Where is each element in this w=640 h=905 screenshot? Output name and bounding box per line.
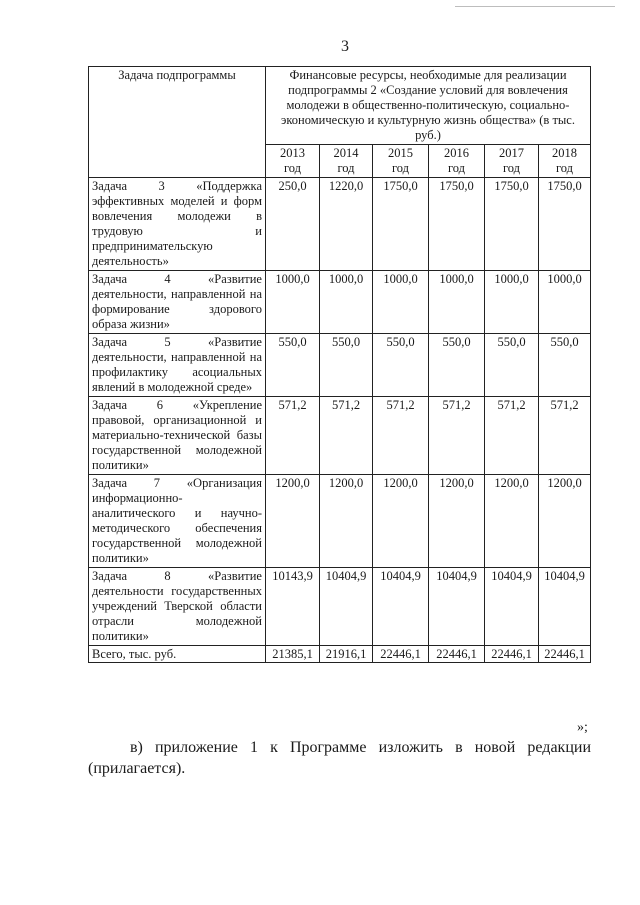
value-cell: 1200,0 [539,475,591,568]
year-header: 2016 год [429,145,485,178]
value-cell: 1000,0 [485,271,539,334]
total-value-cell: 21916,1 [320,646,373,663]
body-paragraph: в) приложение 1 к Программе изложить в новой редакции (прилагается). [88,739,591,777]
table-row [89,178,591,271]
total-value-cell: 22446,1 [485,646,539,663]
closing-quote-mark: »; [577,720,588,735]
total-value-cell: 22446,1 [373,646,429,663]
year-header: 2015 год [373,145,429,178]
total-value-cell: 22446,1 [539,646,591,663]
value-cell: 10404,9 [539,568,591,646]
year-header: 2017 год [485,145,539,178]
table-row [89,475,591,568]
task-cell: Задача 4 «Развитие деятельности, направленной на формирование здорового образа жизни» [89,271,266,334]
year-header: 2014 год [320,145,373,178]
value-cell: 550,0 [485,334,539,397]
year-header: 2018 год [539,145,591,178]
finance-column-header: Финансовые ресурсы, необходимые для реализации подпрограммы 2 «Создание условий для вовлечения молодежи в общественно-политическую, социально-экономическую и культурную жизнь общества» (в тыс. руб.) [266,67,591,145]
value-cell: 1000,0 [429,271,485,334]
task-column-header: Задача подпрограммы [89,67,266,178]
value-cell: 1000,0 [373,271,429,334]
table-row [89,397,591,475]
financing-table [88,66,591,663]
value-cell: 1200,0 [266,475,320,568]
value-cell: 550,0 [539,334,591,397]
value-cell: 550,0 [266,334,320,397]
value-cell: 1200,0 [373,475,429,568]
value-cell: 10404,9 [373,568,429,646]
value-cell: 1750,0 [373,178,429,271]
value-cell: 571,2 [266,397,320,475]
value-cell: 571,2 [429,397,485,475]
value-cell: 571,2 [320,397,373,475]
value-cell: 10404,9 [485,568,539,646]
value-cell: 1750,0 [429,178,485,271]
table-row [89,568,591,646]
task-cell: Задача 8 «Развитие деятельности государственных учреждений Тверской области отрасли молодежной политики» [89,568,266,646]
value-cell: 550,0 [373,334,429,397]
header-row [89,67,591,145]
value-cell: 1000,0 [266,271,320,334]
value-cell: 10404,9 [429,568,485,646]
value-cell: 1200,0 [485,475,539,568]
value-cell: 1220,0 [320,178,373,271]
value-cell: 1200,0 [429,475,485,568]
table-row [89,271,591,334]
value-cell: 10143,9 [266,568,320,646]
value-cell: 1200,0 [320,475,373,568]
value-cell: 571,2 [539,397,591,475]
total-row [89,646,591,663]
page-number: 3 [341,38,349,55]
value-cell: 1750,0 [539,178,591,271]
value-cell: 550,0 [320,334,373,397]
value-cell: 550,0 [429,334,485,397]
task-cell: Задача 5 «Развитие деятельности, направленной на профилактику асоциальных явлений в молодежной среде» [89,334,266,397]
value-cell: 571,2 [485,397,539,475]
year-header: 2013 год [266,145,320,178]
total-label: Всего, тыс. руб. [89,646,266,663]
value-cell: 1000,0 [539,271,591,334]
value-cell: 1750,0 [485,178,539,271]
task-cell: Задача 7 «Организация информационно-аналитического и научно-методического обеспечения государственной молодежной политики» [89,475,266,568]
top-divider-line [455,6,615,7]
value-cell: 10404,9 [320,568,373,646]
task-cell: Задача 3 «Поддержка эффективных моделей и форм вовлечения молодежи в трудовую и предпринимательскую деятельность» [89,178,266,271]
total-value-cell: 22446,1 [429,646,485,663]
value-cell: 250,0 [266,178,320,271]
value-cell: 571,2 [373,397,429,475]
task-cell: Задача 6 «Укрепление правовой, организационной и материально-технической базы государственной молодежной политики» [89,397,266,475]
total-value-cell: 21385,1 [266,646,320,663]
table-row [89,334,591,397]
value-cell: 1000,0 [320,271,373,334]
